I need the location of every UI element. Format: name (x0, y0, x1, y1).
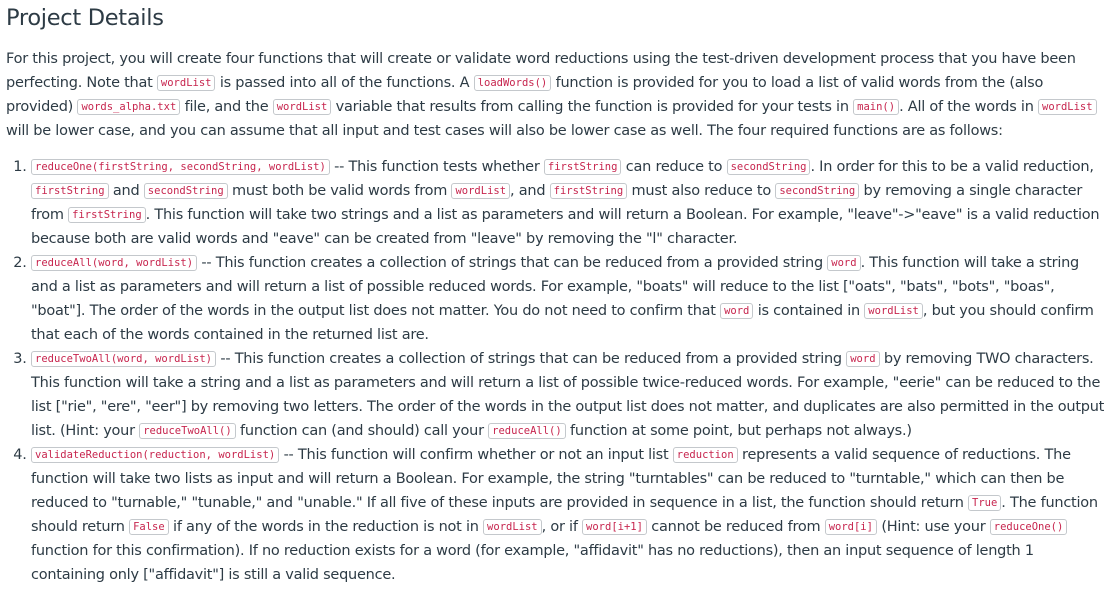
function-item (31, 251, 1105, 347)
text-run: function can (and should) call your (235, 423, 489, 439)
inline-code: reduceAll(word, wordList) (31, 255, 197, 271)
text-run: For this project, you will create four functions that will create or validate word reductions using the test-driven development process that you have been perfecting. Note that (6, 51, 1076, 91)
text-run: by removing TWO characters. This function will take a string and a list as parameters and will return a list of possible twice-reduced words. For example, "eerie" can be reduced to the list ["rie", "ere", "eer"] by removing two letters. The order of the words in the output list does not matter, and duplicates are also permitted in the output list. (Hint: your (31, 351, 1105, 439)
text-run: . All of the words in (899, 99, 1038, 115)
text-run: -- This function tests whether (329, 159, 544, 175)
function-item (31, 443, 1105, 587)
inline-code: word[i] (825, 519, 877, 535)
inline-code: word (827, 255, 860, 271)
text-run: and (108, 183, 144, 199)
text-run: function is provided for you to load a list of valid words from the (also provided) (6, 75, 1044, 115)
text-run: cannot be reduced from (646, 519, 825, 535)
text-run: function at some point, but perhaps not always.) (565, 423, 912, 439)
function-item (31, 155, 1105, 251)
inline-code: wordList (451, 183, 510, 199)
inline-code: wordList (1038, 99, 1097, 115)
inline-code: wordList (483, 519, 542, 535)
text-run: file, and the (180, 99, 273, 115)
text-run: , and (510, 183, 550, 199)
inline-code: word[i+1] (582, 519, 647, 535)
text-run: must also reduce to (627, 183, 776, 199)
inline-code: main() (853, 99, 899, 115)
inline-code: secondString (144, 183, 228, 199)
text-run: represents a valid sequence of reductions. The function will take two lists as input and will return a Boolean. For example, the string "turntables" can be reduced to "turntable," which can then be reduced to "turnable," "tunable," and "unable." If all five of these inputs are provided in sequence in a list, the function should return (31, 447, 1071, 511)
page-title: Project Details (6, 5, 164, 31)
text-run: must both be valid words from (227, 183, 452, 199)
text-run: will be lower case, and you can assume that all input and test cases will also be lower case as well. The four required functions are as follows: (6, 123, 1003, 139)
inline-code: loadWords() (474, 75, 552, 91)
text-run: variable that results from calling the function is provided for your tests in (331, 99, 854, 115)
inline-code: secondString (775, 183, 859, 199)
text-run: -- This function will confirm whether or not an input list (279, 447, 673, 463)
text-run: (Hint: use your (876, 519, 990, 535)
project-details-page (0, 2, 1111, 587)
inline-code: True (968, 495, 1001, 511)
text-run: . In order for this to be a valid reduction, (810, 159, 1094, 175)
inline-code: word (846, 351, 879, 367)
inline-code: reduceTwoAll(word, wordList) (31, 351, 216, 367)
inline-code: firstString (550, 183, 628, 199)
text-run: -- This function creates a collection of strings that can be reduced from a provided string (216, 351, 847, 367)
inline-code: words_alpha.txt (77, 99, 180, 115)
inline-code: wordList (864, 303, 923, 319)
text-run: if any of the words in the reduction is not in (168, 519, 484, 535)
inline-code: firstString (544, 159, 622, 175)
text-run: , or if (541, 519, 583, 535)
required-functions-list (6, 155, 1105, 587)
function-item (31, 347, 1105, 443)
inline-code: firstString (31, 183, 109, 199)
text-run: is contained in (753, 303, 865, 319)
text-run: function for this confirmation). If no reduction exists for a word (for example, "affidavit" has no reductions), then an input sequence of length 1 containing only ["affidavit"] is still a valid sequence. (31, 543, 1034, 583)
text-run: -- This function creates a collection of strings that can be reduced from a provided string (197, 255, 828, 271)
text-run: is passed into all of the functions. A (215, 75, 474, 91)
inline-code: reduceOne(firstString, secondString, wordList) (31, 159, 330, 175)
inline-code: word (720, 303, 753, 319)
text-run: . This function will take a string and a list as parameters and will return a list of possible reduced words. For example, "boats" will reduce to the list ["oats", "bats", "bots", "boas", "boat"]. The order of the words in the output list does not matter. You do not need to confirm that (31, 255, 1080, 319)
inline-code: secondString (727, 159, 811, 175)
inline-code: reduceTwoAll() (139, 423, 236, 439)
inline-code: reduceOne() (990, 519, 1068, 535)
text-run: can reduce to (621, 159, 727, 175)
text-run: . The function should return (31, 495, 1098, 535)
text-run: by removing a single character from (31, 183, 1083, 223)
inline-code: wordList (157, 75, 216, 91)
intro-paragraph (6, 47, 1105, 143)
text-run: . This function will take two strings and a list as parameters and will return a Boolean. For example, "leave"->"eave" is a valid reduction because both are valid words and "eave" can be created from "leave" by removing the "l" character. (31, 207, 1100, 247)
inline-code: reduction (673, 447, 738, 463)
inline-code: wordList (273, 99, 332, 115)
text-run: , but you should confirm that each of the words contained in the returned list are. (31, 303, 1094, 343)
inline-code: False (129, 519, 169, 535)
inline-code: validateReduction(reduction, wordList) (31, 447, 279, 463)
inline-code: firstString (68, 207, 146, 223)
inline-code: reduceAll() (488, 423, 566, 439)
